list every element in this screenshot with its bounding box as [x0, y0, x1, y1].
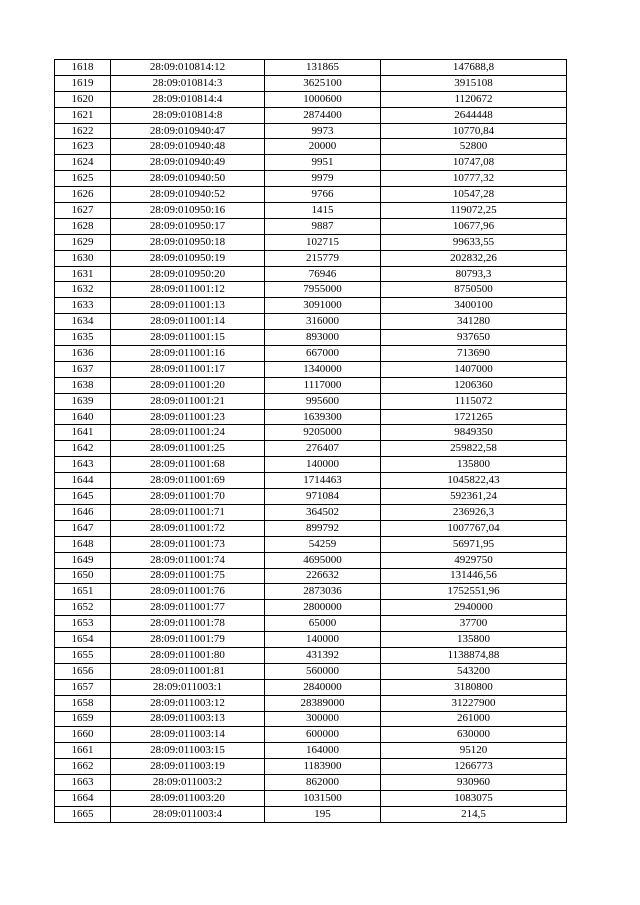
value-cell: 65000 — [265, 616, 381, 632]
value-cell: 1000600 — [265, 91, 381, 107]
row-number-cell: 1621 — [55, 107, 111, 123]
amount-cell: 10747,08 — [381, 155, 567, 171]
row-number-cell: 1627 — [55, 203, 111, 219]
value-cell: 364502 — [265, 504, 381, 520]
amount-cell: 31227900 — [381, 695, 567, 711]
cadastral-number-cell: 28:09:011003:15 — [111, 743, 265, 759]
row-number-cell: 1654 — [55, 632, 111, 648]
row-number-cell: 1640 — [55, 409, 111, 425]
amount-cell: 4929750 — [381, 552, 567, 568]
row-number-cell: 1631 — [55, 266, 111, 282]
table-row — [55, 632, 567, 648]
row-number-cell: 1652 — [55, 600, 111, 616]
cadastral-number-cell: 28:09:011001:24 — [111, 425, 265, 441]
value-cell: 2874400 — [265, 107, 381, 123]
table-row — [55, 361, 567, 377]
cadastral-number-cell: 28:09:011001:13 — [111, 298, 265, 314]
row-number-cell: 1636 — [55, 346, 111, 362]
value-cell: 560000 — [265, 663, 381, 679]
amount-cell: 1752551,96 — [381, 584, 567, 600]
value-cell: 431392 — [265, 647, 381, 663]
table-row — [55, 616, 567, 632]
table-body — [55, 60, 567, 823]
amount-cell: 2940000 — [381, 600, 567, 616]
table-row — [55, 775, 567, 791]
amount-cell: 2644448 — [381, 107, 567, 123]
row-number-cell: 1622 — [55, 123, 111, 139]
cadastral-number-cell: 28:09:011001:81 — [111, 663, 265, 679]
cadastral-number-cell: 28:09:011003:20 — [111, 790, 265, 806]
table-row — [55, 568, 567, 584]
row-number-cell: 1644 — [55, 473, 111, 489]
table-row — [55, 346, 567, 362]
cadastral-number-cell: 28:09:011003:2 — [111, 775, 265, 791]
row-number-cell: 1659 — [55, 711, 111, 727]
value-cell: 131865 — [265, 60, 381, 76]
row-number-cell: 1647 — [55, 520, 111, 536]
table-row — [55, 107, 567, 123]
cadastral-number-cell: 28:09:011001:17 — [111, 361, 265, 377]
value-cell: 54259 — [265, 536, 381, 552]
value-cell: 893000 — [265, 330, 381, 346]
value-cell: 862000 — [265, 775, 381, 791]
cadastral-number-cell: 28:09:011001:79 — [111, 632, 265, 648]
cadastral-number-cell: 28:09:011001:14 — [111, 314, 265, 330]
cadastral-number-cell: 28:09:011001:15 — [111, 330, 265, 346]
cadastral-number-cell: 28:09:011003:19 — [111, 759, 265, 775]
row-number-cell: 1641 — [55, 425, 111, 441]
row-number-cell: 1664 — [55, 790, 111, 806]
cadastral-number-cell: 28:09:011003:14 — [111, 727, 265, 743]
value-cell: 1639300 — [265, 409, 381, 425]
table-row — [55, 250, 567, 266]
cadastral-number-cell: 28:09:011003:1 — [111, 679, 265, 695]
table-row — [55, 584, 567, 600]
table-row — [55, 473, 567, 489]
table-row — [55, 695, 567, 711]
row-number-cell: 1635 — [55, 330, 111, 346]
cadastral-number-cell: 28:09:010940:49 — [111, 155, 265, 171]
amount-cell: 10770,84 — [381, 123, 567, 139]
cadastral-number-cell: 28:09:011003:13 — [111, 711, 265, 727]
value-cell: 3625100 — [265, 75, 381, 91]
value-cell: 2840000 — [265, 679, 381, 695]
cadastral-number-cell: 28:09:010940:47 — [111, 123, 265, 139]
table-row — [55, 187, 567, 203]
value-cell: 215779 — [265, 250, 381, 266]
table-row — [55, 282, 567, 298]
value-cell: 140000 — [265, 457, 381, 473]
value-cell: 7955000 — [265, 282, 381, 298]
table-row — [55, 155, 567, 171]
row-number-cell: 1632 — [55, 282, 111, 298]
table-row — [55, 123, 567, 139]
value-cell: 995600 — [265, 393, 381, 409]
amount-cell: 1721265 — [381, 409, 567, 425]
table-row — [55, 91, 567, 107]
row-number-cell: 1629 — [55, 234, 111, 250]
cadastral-number-cell: 28:09:010950:20 — [111, 266, 265, 282]
cadastral-number-cell: 28:09:010950:17 — [111, 218, 265, 234]
amount-cell: 52800 — [381, 139, 567, 155]
amount-cell: 9849350 — [381, 425, 567, 441]
table-row — [55, 647, 567, 663]
value-cell: 9979 — [265, 171, 381, 187]
row-number-cell: 1650 — [55, 568, 111, 584]
row-number-cell: 1633 — [55, 298, 111, 314]
table-row — [55, 679, 567, 695]
cadastral-number-cell: 28:09:011001:21 — [111, 393, 265, 409]
value-cell: 76946 — [265, 266, 381, 282]
cadastral-number-cell: 28:09:011001:76 — [111, 584, 265, 600]
table-row — [55, 60, 567, 76]
row-number-cell: 1642 — [55, 441, 111, 457]
table-row — [55, 504, 567, 520]
table-row — [55, 409, 567, 425]
cadastral-number-cell: 28:09:011001:23 — [111, 409, 265, 425]
cadastral-number-cell: 28:09:010940:50 — [111, 171, 265, 187]
amount-cell: 1138874,88 — [381, 647, 567, 663]
cadastral-number-cell: 28:09:011001:72 — [111, 520, 265, 536]
row-number-cell: 1625 — [55, 171, 111, 187]
value-cell: 316000 — [265, 314, 381, 330]
value-cell: 9205000 — [265, 425, 381, 441]
table-row — [55, 727, 567, 743]
amount-cell: 10547,28 — [381, 187, 567, 203]
value-cell: 1714463 — [265, 473, 381, 489]
table-row — [55, 203, 567, 219]
value-cell: 164000 — [265, 743, 381, 759]
value-cell: 899792 — [265, 520, 381, 536]
row-number-cell: 1651 — [55, 584, 111, 600]
amount-cell: 1083075 — [381, 790, 567, 806]
cadastral-number-cell: 28:09:011001:68 — [111, 457, 265, 473]
value-cell: 600000 — [265, 727, 381, 743]
value-cell: 1031500 — [265, 790, 381, 806]
table-row — [55, 298, 567, 314]
amount-cell: 592361,24 — [381, 489, 567, 505]
table-row — [55, 536, 567, 552]
value-cell: 2873036 — [265, 584, 381, 600]
value-cell: 971084 — [265, 489, 381, 505]
table-row — [55, 234, 567, 250]
cadastral-number-cell: 28:09:011001:71 — [111, 504, 265, 520]
cadastral-number-cell: 28:09:011001:73 — [111, 536, 265, 552]
cadastral-number-cell: 28:09:010814:4 — [111, 91, 265, 107]
value-cell: 276407 — [265, 441, 381, 457]
amount-cell: 10677,96 — [381, 218, 567, 234]
row-number-cell: 1623 — [55, 139, 111, 155]
row-number-cell: 1637 — [55, 361, 111, 377]
value-cell: 1117000 — [265, 377, 381, 393]
row-number-cell: 1630 — [55, 250, 111, 266]
cadastral-number-cell: 28:09:010814:8 — [111, 107, 265, 123]
value-cell: 20000 — [265, 139, 381, 155]
amount-cell: 214,5 — [381, 806, 567, 822]
value-cell: 4695000 — [265, 552, 381, 568]
row-number-cell: 1663 — [55, 775, 111, 791]
row-number-cell: 1648 — [55, 536, 111, 552]
row-number-cell: 1638 — [55, 377, 111, 393]
amount-cell: 236926,3 — [381, 504, 567, 520]
row-number-cell: 1619 — [55, 75, 111, 91]
row-number-cell: 1658 — [55, 695, 111, 711]
value-cell: 667000 — [265, 346, 381, 362]
cadastral-number-cell: 28:09:011001:78 — [111, 616, 265, 632]
amount-cell: 3180800 — [381, 679, 567, 695]
table-row — [55, 600, 567, 616]
amount-cell: 1045822,43 — [381, 473, 567, 489]
row-number-cell: 1656 — [55, 663, 111, 679]
cadastral-number-cell: 28:09:011001:74 — [111, 552, 265, 568]
value-cell: 9766 — [265, 187, 381, 203]
row-number-cell: 1620 — [55, 91, 111, 107]
amount-cell: 261000 — [381, 711, 567, 727]
cadastral-number-cell: 28:09:011001:70 — [111, 489, 265, 505]
amount-cell: 3400100 — [381, 298, 567, 314]
amount-cell: 37700 — [381, 616, 567, 632]
row-number-cell: 1643 — [55, 457, 111, 473]
table-row — [55, 457, 567, 473]
amount-cell: 1007767,04 — [381, 520, 567, 536]
cadastral-data-table — [54, 59, 567, 823]
table-row — [55, 266, 567, 282]
amount-cell: 543200 — [381, 663, 567, 679]
table-row — [55, 806, 567, 822]
row-number-cell: 1626 — [55, 187, 111, 203]
amount-cell: 1115072 — [381, 393, 567, 409]
cadastral-number-cell: 28:09:011001:75 — [111, 568, 265, 584]
amount-cell: 8750500 — [381, 282, 567, 298]
row-number-cell: 1653 — [55, 616, 111, 632]
row-number-cell: 1628 — [55, 218, 111, 234]
table-row — [55, 425, 567, 441]
row-number-cell: 1634 — [55, 314, 111, 330]
table-row — [55, 790, 567, 806]
amount-cell: 119072,25 — [381, 203, 567, 219]
table-row — [55, 743, 567, 759]
amount-cell: 202832,26 — [381, 250, 567, 266]
cadastral-number-cell: 28:09:010940:48 — [111, 139, 265, 155]
cadastral-number-cell: 28:09:010940:52 — [111, 187, 265, 203]
value-cell: 195 — [265, 806, 381, 822]
table-row — [55, 663, 567, 679]
value-cell: 28389000 — [265, 695, 381, 711]
row-number-cell: 1646 — [55, 504, 111, 520]
value-cell: 1340000 — [265, 361, 381, 377]
value-cell: 140000 — [265, 632, 381, 648]
amount-cell: 1266773 — [381, 759, 567, 775]
row-number-cell: 1624 — [55, 155, 111, 171]
cadastral-number-cell: 28:09:010950:18 — [111, 234, 265, 250]
table-row — [55, 314, 567, 330]
value-cell: 2800000 — [265, 600, 381, 616]
amount-cell: 930960 — [381, 775, 567, 791]
amount-cell: 99633,55 — [381, 234, 567, 250]
table-row — [55, 441, 567, 457]
value-cell: 102715 — [265, 234, 381, 250]
value-cell: 9951 — [265, 155, 381, 171]
value-cell: 300000 — [265, 711, 381, 727]
amount-cell: 3915108 — [381, 75, 567, 91]
amount-cell: 341280 — [381, 314, 567, 330]
amount-cell: 95120 — [381, 743, 567, 759]
amount-cell: 937650 — [381, 330, 567, 346]
cadastral-number-cell: 28:09:010950:16 — [111, 203, 265, 219]
value-cell: 1183900 — [265, 759, 381, 775]
cadastral-number-cell: 28:09:011001:12 — [111, 282, 265, 298]
row-number-cell: 1645 — [55, 489, 111, 505]
cadastral-number-cell: 28:09:010950:19 — [111, 250, 265, 266]
row-number-cell: 1662 — [55, 759, 111, 775]
table-row — [55, 759, 567, 775]
table-row — [55, 377, 567, 393]
cadastral-number-cell: 28:09:011001:69 — [111, 473, 265, 489]
row-number-cell: 1661 — [55, 743, 111, 759]
table-row — [55, 171, 567, 187]
cadastral-number-cell: 28:09:011003:4 — [111, 806, 265, 822]
amount-cell: 1407000 — [381, 361, 567, 377]
row-number-cell: 1655 — [55, 647, 111, 663]
table-row — [55, 520, 567, 536]
amount-cell: 713690 — [381, 346, 567, 362]
table-row — [55, 711, 567, 727]
amount-cell: 147688,8 — [381, 60, 567, 76]
value-cell: 1415 — [265, 203, 381, 219]
value-cell: 226632 — [265, 568, 381, 584]
value-cell: 9887 — [265, 218, 381, 234]
amount-cell: 131446,56 — [381, 568, 567, 584]
amount-cell: 135800 — [381, 632, 567, 648]
amount-cell: 259822,58 — [381, 441, 567, 457]
table-row — [55, 552, 567, 568]
cadastral-number-cell: 28:09:011001:20 — [111, 377, 265, 393]
value-cell: 3091000 — [265, 298, 381, 314]
table-row — [55, 393, 567, 409]
amount-cell: 80793,3 — [381, 266, 567, 282]
value-cell: 9973 — [265, 123, 381, 139]
row-number-cell: 1618 — [55, 60, 111, 76]
cadastral-number-cell: 28:09:011001:80 — [111, 647, 265, 663]
table-row — [55, 218, 567, 234]
cadastral-number-cell: 28:09:011003:12 — [111, 695, 265, 711]
row-number-cell: 1665 — [55, 806, 111, 822]
row-number-cell: 1649 — [55, 552, 111, 568]
table-row — [55, 75, 567, 91]
table-row — [55, 489, 567, 505]
row-number-cell: 1660 — [55, 727, 111, 743]
amount-cell: 56971,95 — [381, 536, 567, 552]
amount-cell: 10777,32 — [381, 171, 567, 187]
amount-cell: 1120672 — [381, 91, 567, 107]
cadastral-number-cell: 28:09:011001:77 — [111, 600, 265, 616]
amount-cell: 630000 — [381, 727, 567, 743]
cadastral-number-cell: 28:09:010814:12 — [111, 60, 265, 76]
amount-cell: 135800 — [381, 457, 567, 473]
row-number-cell: 1639 — [55, 393, 111, 409]
table-row — [55, 330, 567, 346]
cadastral-number-cell: 28:09:011001:16 — [111, 346, 265, 362]
row-number-cell: 1657 — [55, 679, 111, 695]
cadastral-number-cell: 28:09:010814:3 — [111, 75, 265, 91]
cadastral-number-cell: 28:09:011001:25 — [111, 441, 265, 457]
table-row — [55, 139, 567, 155]
amount-cell: 1206360 — [381, 377, 567, 393]
